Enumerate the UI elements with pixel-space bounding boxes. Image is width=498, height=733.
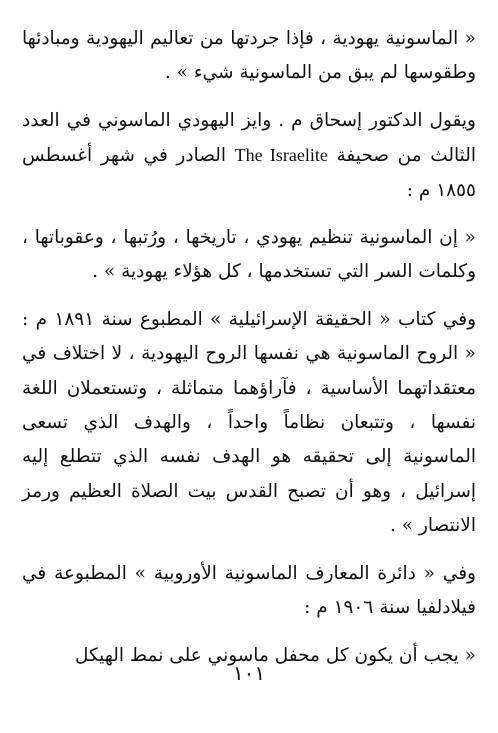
- paragraph-isaac-wise-lead: ويقول الدكتور إسحاق م . وايز اليهودي الماسوني في العدد الثالث من صحيفة: [22, 109, 477, 167]
- page-number: ١٠١: [232, 661, 266, 685]
- newspaper-name: The Israelite: [234, 145, 328, 166]
- paragraph-quote-judaism: « الماسونية يهودية ، فإذا جردتها من تعاليم اليهودية ومبادئها وطقوسها لم يبق من الماسونية شيء » .: [22, 28, 476, 84]
- paragraph-encyclopedia: وفي « دائرة المعارف الماسونية الأوروبية » المطبوعة في فيلادلفيا سنة ١٩٠٦ م :: [22, 562, 476, 619]
- paragraph-isaac-wise: [22, 104, 476, 208]
- paragraph-lodge-temple: « يجب أن يكون كل محفل ماسوني على نمط الهيكل: [74, 644, 476, 666]
- paragraph-israelite-truth: وفي كتاب « الحقيقة الإسرائيلية » المطبوع سنة ١٨٩١ م : « الروح الماسونية هي نفسها الروح اليهودية ، لا اختلاف في معتقداتهما الأساسية ، فآراؤهما متماثلة ، وتستعملان اللغة نفسها ، وتتبعان نظاماً واحداً ، والهدف الذي تسعى الماسونية إلى تحقيقه هو الهدف نفسه الذي تتطلع إليه إسرائيل ، وهو أن تصبح القدس بيت الصلاة العظيم ورمز الانتصار » .: [22, 308, 477, 537]
- paragraph-quote-organization: « إن الماسونية تنظيم يهودي ، تاريخها ، ورُتبها ، وعقوباتها ، وكلمات السر التي تستخدمها ، كل هؤلاء يهودية » .: [22, 227, 476, 283]
- paragraph-isaac-wise-tail: الصادر في شهر أغسطس ١٨٥٥ م :: [22, 145, 476, 201]
- body-text: [22, 22, 476, 673]
